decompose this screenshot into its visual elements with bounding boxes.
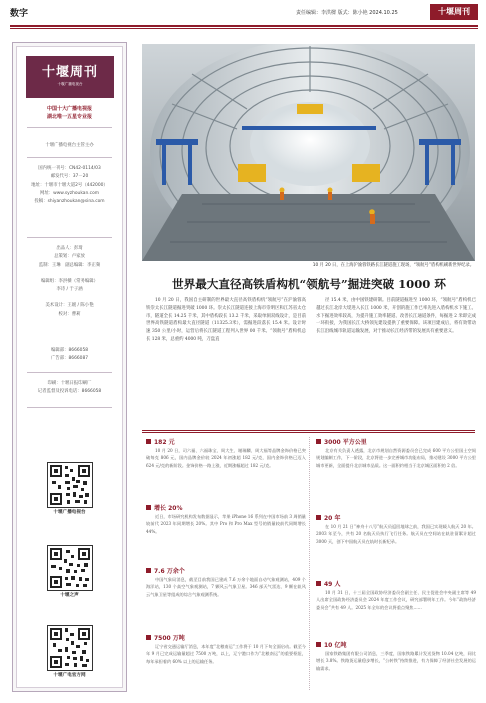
article-body-left: 10 月 20 日，我国自主研制的世界最大直径高铁盾构机“领航号”在沪渝蓉高铁崇太长江隧道掘进突破 1000 环。崇太长江隧道连接上海市崇明区和江苏省太仓市，隧道全长 14.25 千米，其中盾构段长 13.2 千米，采取单洞双线设计，是目前世界高铁隧道盾构最大直径隧道（11325.3米），需掘进段落长 15.4 米。设计时速 350 公里/小时，运营后将长江隧道工程列入世界 00 千米。“领航号”盾构机总长 128 米，总重约 4000 吨，刀盘直 (146, 298, 306, 342)
qr-label: 十堰广播电视台 (53, 510, 86, 515)
qr-code-icon[interactable] (47, 545, 93, 591)
section-divider (142, 432, 475, 433)
staff-line: 编辑组：李洪樑（常务编辑） (40, 278, 99, 284)
header-rule-thin (10, 28, 478, 29)
divider (27, 372, 112, 373)
article-body-right: 径 15.4 米，由中国铁建研制。目前隧道掘进至 1000 环，“领航号”盾构机已越过长江北岸大堤进入长江 1000 米，开创的施工作已率先进入盾构机水下施工。水下掘进效率较高，为提升施工效率隧道、改善长江通道条件，每掘进 2 米即完成一环衔接，为我国长江大桥领先建设提供了重要保障。该项目建成后，将有效带动长江沿线城市轨道运输发展，对于推动长江经济带的发展具有重要意义。 (316, 298, 476, 335)
brief-title: 7.6 万余个 (146, 566, 185, 575)
brief-text: 10 月 20 日，司六福、六福珠宝、周大生、谢瑞麟、周大福等品牌金饰价格已突破每克 806 元，国内品牌金价较 2024 年初涨超 182 元/克，国内金饰价格已迈入 624 元/克的新阶段。金饰价格一路上涨，近期涨幅超过 182 元/克。 (146, 448, 306, 468)
qr-code-icon[interactable] (47, 462, 93, 508)
logo-subtitle: 十堰广播电视台 (57, 82, 83, 86)
editor-meta: 责任编辑：李洪樑 版式：陈小艳 2024.10.25 (296, 10, 398, 16)
phone-line: 编辑部：8666058 (50, 348, 89, 353)
staff-line: 监制：王琳 副总编辑：李正频 (38, 262, 101, 268)
qr-label: 十堰之声 (60, 593, 79, 598)
staff-line: 李诗 / 于子涵 (56, 287, 83, 293)
brand-chip: 十堰周刊 (430, 4, 478, 20)
masthead-box (16, 46, 123, 688)
brief-text: 10 月 31 日，十三届全国政协经济委员会副主任、民主促进会中央副主席等 49 人出席全国政协经济委员会 2024 年度工作会议，研究部署明年工作。今年“政协经济委员会”共有 49 人。2025 年全年的会议将重点聚焦…… (316, 590, 476, 610)
qr-code-icon[interactable] (47, 625, 93, 671)
column-divider (309, 437, 310, 690)
phone-list (17, 347, 122, 364)
divider (27, 407, 112, 408)
slogan-line-1: 中国十大广播电视报 (46, 106, 92, 112)
logo-title: 十堰周刊 (41, 65, 98, 80)
article-headline: 世界最大直径高铁盾构机“领航号”掘进突破 1000 环 (172, 277, 446, 291)
website-link[interactable]: 网址：www.syzhoukan.com (39, 190, 100, 196)
brief-text: 北京有关负责人透露，北京市规划自然资源委员会已完成 600 平方公里国土空间规划编制工作，下一阶段，北京将进一步完善城市功能布局，推动建设 3000 平方公里城市更新，全面提升北京城市品质。这一面积约相当于北京城区面积的 2 倍。 (316, 448, 476, 468)
sponsor-line: 十堰广播电视台主管主办 (45, 143, 94, 148)
publication-info (17, 165, 122, 206)
section-divider (142, 430, 475, 431)
brief-title: 增长 20% (146, 503, 182, 512)
photo-caption: 10 月 20 日，在上海沪渝蓉铁路长江隧道施工现场，“领航号”盾构机刷新世界纪录。 (312, 263, 474, 268)
slogan-line-2: 湖北唯一五星专业报 (46, 114, 92, 120)
divider (27, 157, 112, 158)
brief-text: 国家铁路集团有限公司消息，三季度，国家铁路累计发送货物 10.04 亿吨，同比增长 3.8%。铁路货运量稳步增长，“公转铁”持续推进，有力保障了经济社会发展的运输需求。 (316, 651, 476, 671)
brief-title: 182 元 (146, 437, 175, 446)
brief-text: 辽宁省交通运输厅消息，本年度“北粮南运”工作将于 10 月下旬全面启动。截至今年 9 月已完成运输量超过 7500 万吨，以上，辽宁港口作为“北粮南运”的重要枢纽，每年承担着约 60% 以上的运输任务。 (146, 644, 306, 664)
masthead-sidebar (12, 42, 127, 692)
header-rule (10, 25, 478, 27)
brief-title: 49 人 (316, 579, 340, 588)
print-line: 印刷：十堰日报印刷厂 (47, 381, 92, 386)
staff-line: 出品人：彭琦 (56, 246, 83, 251)
newspaper-logo (26, 56, 114, 98)
staff-line: 总策划：卢家放 (54, 254, 85, 260)
staff-list (17, 245, 122, 319)
section-label: 数字 (10, 9, 29, 19)
print-info (17, 380, 122, 397)
brief-text: 中国气象局消息，截至目前我国已建成 7.6 万余个地面自动气象观测站，409 个海洋站，130 个高空气象观测站，7 颗风云气象卫星。346 部天气雷达、9 颗在轨风云气象卫星等组成的综合气象观测系统。 (146, 577, 306, 597)
brief-text: 近日，市场研究机构发布数据显示，苹果 iPhone 16 系列在中国市场前 3 周销量较前代 2023 年同期增长 20%。其中 Pro 和 Pro Max 型号的销量较前代同期增长 44%。 (146, 514, 306, 534)
staff-line: 校对：曹莉 (58, 311, 81, 317)
brief-title: 20 年 (316, 513, 340, 522)
news-photo (142, 44, 475, 261)
brief-title: 10 亿吨 (316, 640, 346, 649)
brief-title: 7500 万吨 (146, 633, 185, 642)
email-link[interactable]: 投稿：shiyanzhoukan@sina.com (34, 199, 105, 205)
divider (27, 127, 112, 128)
info-line: 地址：十堰市十堰大道2号（442000） (31, 182, 108, 188)
phone-line: 广告部：8666087 (50, 356, 89, 362)
qr-label: 十堰广电官方网 (53, 673, 86, 678)
info-line: 国内统一刊号：CN42-0114/03 (38, 166, 101, 171)
staff-line: 美术设计：王媛 / 陈小艳 (45, 303, 94, 309)
page-header (0, 0, 486, 30)
brief-text: 在 10 月 21 日“神舟十八号”航天员返回地球之前，我国已实现载人航天 20 年。2003 年至今，共有 20 名航天员执行飞行任务。航天员在空间站在轨驻留累计超过 3000 天，创下中国航天员在轨时长新纪录。 (316, 524, 476, 544)
info-line: 邮发代号：37－20 (50, 174, 89, 180)
print-line: 记者监督及投诉电话：8666058 (37, 389, 102, 395)
divider (27, 237, 112, 238)
brief-title: 3000 平方公里 (316, 437, 367, 446)
